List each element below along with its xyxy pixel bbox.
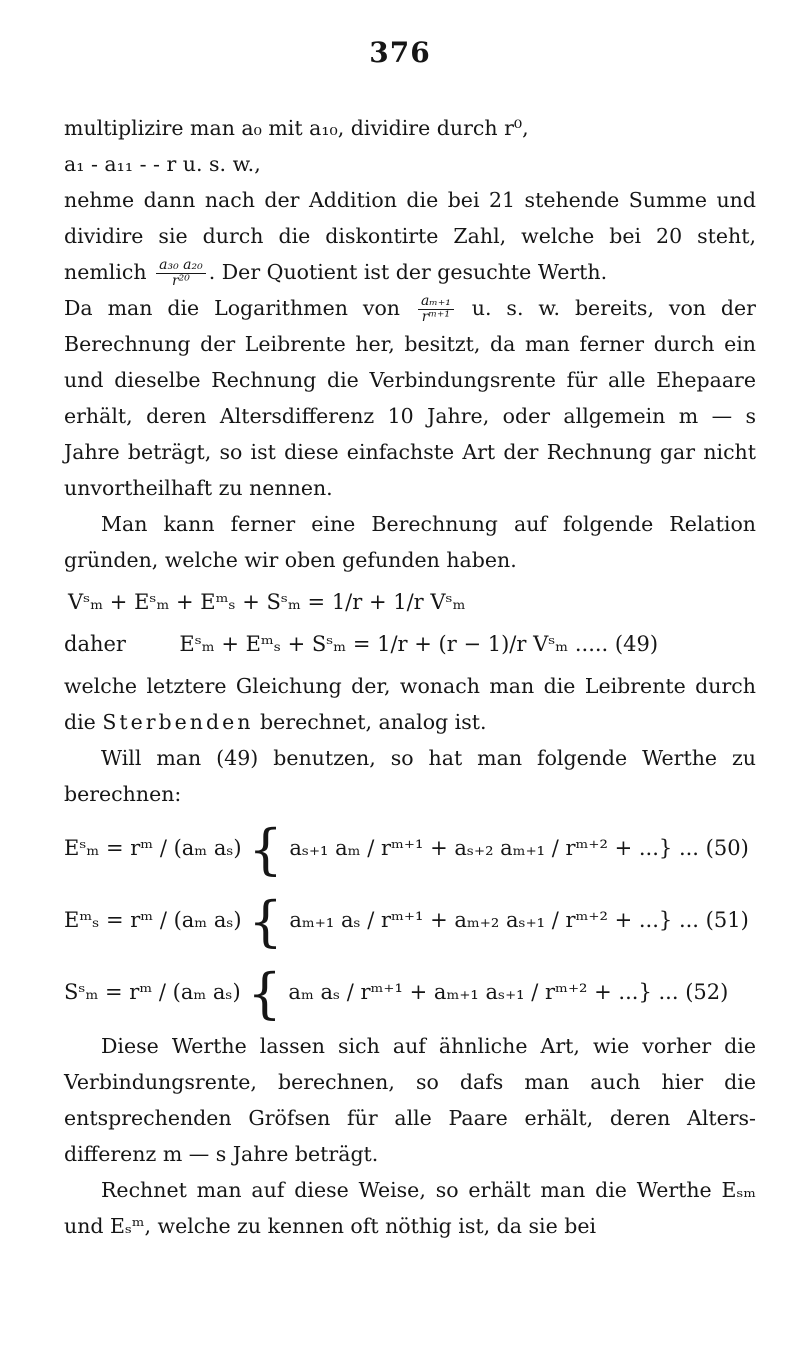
- equation-51-tail: + ...} ...: [614, 908, 699, 932]
- paragraph-2-rest: u. s. w. bereits, von der Berechnung der Leibrente her, besitzt, da man ferner durch ein und dieselbe Rechnung die Verbindungsrente für alle Ehepaare erhält, deren Altersdifferenz 10 Jahre, oder allgemein m — s Jahre beträgt, so ist diese einfachste Art der Rechnung gar nicht unvortheilhaft zu nennen.: [64, 296, 756, 500]
- paragraph-line-2: a₁ - a₁₁ - - r u. s. w.,: [64, 152, 261, 176]
- relation-49: [64, 626, 756, 662]
- paragraph-line-1: multiplizire man a₀ mit a₁₀, dividire durch r⁰,: [64, 116, 529, 140]
- equation-50-lhs: Eˢₘ = rᵐ / (aₘ aₛ): [64, 836, 242, 860]
- paragraph-4-b: berechnet, analog ist.: [260, 710, 487, 734]
- daher-label: daher: [64, 632, 126, 656]
- brace-open-icon: {: [247, 961, 282, 1025]
- paragraph-4-spaced: Sterbenden: [102, 710, 254, 734]
- paragraph-2: [64, 290, 756, 506]
- paragraph-7: Rechnet man auf diese Weise, so erhält man die Werthe Eₛₘ und Eₛᵐ, welche zu kennen oft nöthig ist, da sie bei: [64, 1178, 756, 1238]
- paragraph-1-text: nehme dann nach der Addition die bei 21 stehende Summe und dividire sie durch die diskontirte Zahl, welche bei 20 steht, nemlich: [64, 188, 756, 284]
- paragraph-4-a: welche letztere Gleichung der, wonach man die Leibrente durch die: [64, 674, 756, 734]
- equation-51-term-2: aₘ₊₂ aₛ₊₁ / rᵐ⁺²: [454, 908, 608, 932]
- equation-50-term-1: aₛ₊₁ aₘ / rᵐ⁺¹: [289, 836, 424, 860]
- equation-52-term-2: aₘ₊₁ aₛ₊₁ / rᵐ⁺²: [433, 980, 588, 1004]
- brace-open-icon: {: [248, 817, 283, 881]
- fraction-numerator: a₃₀ a₂₀: [156, 258, 206, 274]
- plus-sign: +: [430, 908, 448, 932]
- equation-51-term-1: aₘ₊₁ aₛ / rᵐ⁺¹: [289, 908, 424, 932]
- equation-50: [64, 812, 756, 884]
- equation-51: [64, 884, 756, 956]
- fraction-numerator: aₘ₊₁: [418, 294, 454, 310]
- equation-number-49: (49): [614, 632, 659, 656]
- plus-sign: +: [430, 836, 448, 860]
- plus-sign: +: [409, 980, 428, 1004]
- equation-50-tail: + ...} ...: [614, 836, 699, 860]
- page-number: 376: [369, 36, 431, 69]
- equation-51-lhs: Eᵐₛ = rᵐ / (aₘ aₛ): [64, 908, 242, 932]
- equation-52: [64, 956, 756, 1028]
- paragraph-2-start: Da man die Logarithmen von: [64, 296, 401, 320]
- equation-52-term-1: aₘ aₛ / rᵐ⁺¹: [288, 980, 403, 1004]
- relation-49-expression: Eˢₘ + Eᵐₛ + Sˢₘ = 1/r + (r − 1)/r Vˢₘ .....: [179, 632, 615, 656]
- relation-formula: Vˢₘ + Eˢₘ + Eᵐₛ + Sˢₘ = 1/r + 1/r Vˢₘ: [68, 590, 466, 614]
- paragraph-3: Man kann ferner eine Berechnung auf folgende Relation gründen, welche wir oben gefunden haben.: [64, 512, 756, 572]
- fraction-am1-rm1: [418, 294, 454, 325]
- paragraph-1: nehme dann nach der Addition die bei 21 stehende Summe und dividire sie durch die diskontirte Zahl, welche bei 20 steht, nemlich $\frac{\text{a₃₀ a₂₀}}{\text{r²⁰}}$ . Der Quotient ist der gesuchte Werth.: [64, 188, 756, 289]
- fraction-a30a20-r20: [156, 258, 206, 289]
- brace-open-icon: {: [248, 889, 283, 953]
- fraction-denominator: rᵐ⁺¹: [421, 309, 451, 325]
- equation-50-term-2: aₛ₊₂ aₘ₊₁ / rᵐ⁺²: [454, 836, 608, 860]
- paragraph-6: Diese Werthe lassen sich auf ähnliche Art, wie vorher die Verbindungsrente, berechnen, so dafs man auch hier die entsprechenden Gröfsen für alle Paare erhält, deren Alters-differenz m — s Jahre beträgt.: [64, 1034, 756, 1166]
- equation-52-tail: + ...} ...: [594, 980, 679, 1004]
- equation-number-52: (52): [685, 980, 729, 1004]
- equation-52-lhs: Sˢₘ = rᵐ / (aₘ aₛ): [64, 980, 241, 1004]
- paragraph-5: Will man (49) benutzen, so hat man folgende Werthe zu berechnen:: [64, 746, 756, 806]
- paragraph-4: [64, 668, 756, 740]
- equation-number-50: (50): [705, 836, 749, 860]
- fraction-denominator: r²⁰: [171, 273, 190, 289]
- equation-number-51: (51): [705, 908, 749, 932]
- paragraph-1-end: Der Quotient ist der gesuchte Werth.: [221, 260, 608, 284]
- body-text: [64, 110, 756, 1244]
